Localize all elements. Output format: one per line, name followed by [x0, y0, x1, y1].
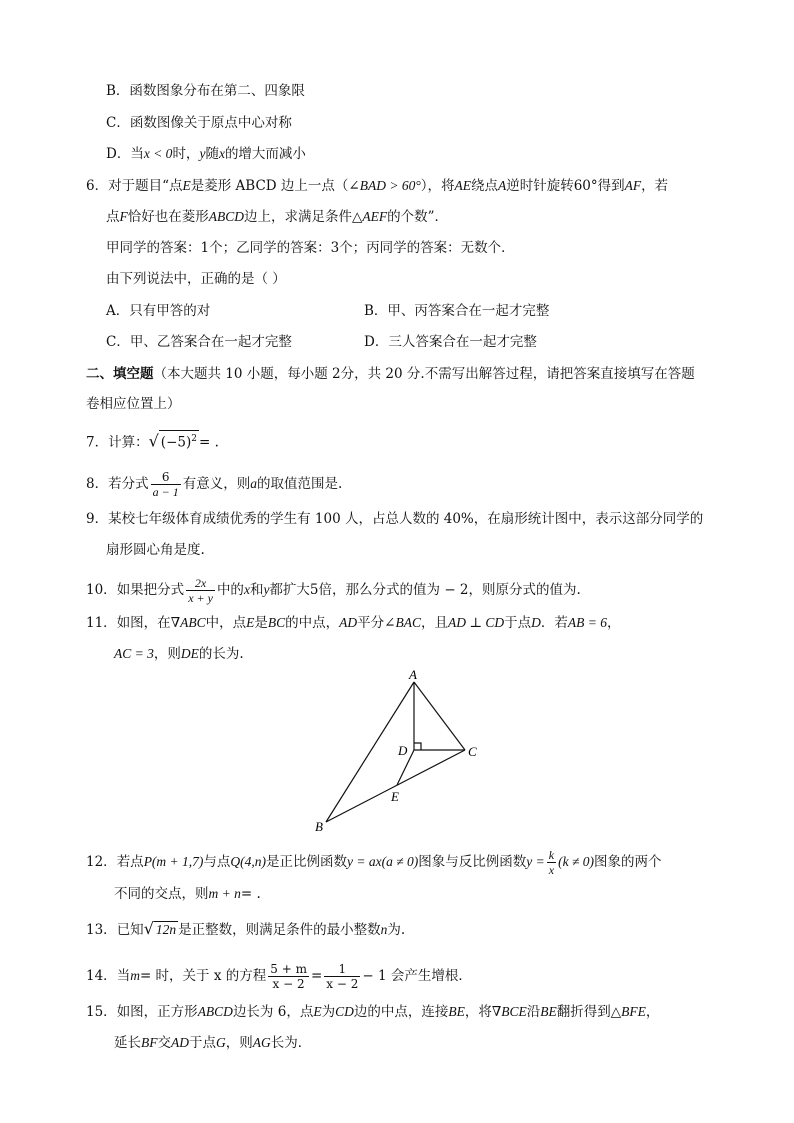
question-7: 7．计算：√ $(-5)^2$ = . — [86, 431, 219, 451]
question-11-line-2: AC = 3，则DE的长为. — [114, 646, 244, 662]
question-14: 14．当m= 时，关于 x 的方程 $\frac{5 + m}{x - 2}$ = $\frac{1}{x - 2}$ − 1 会产生增根． — [86, 962, 472, 991]
right-angle-mark — [414, 743, 421, 750]
section-2-header-cont: 卷相应位置上） — [86, 396, 181, 412]
label-d: D — [398, 743, 408, 758]
section-2-header: 二、填空题（本大题共 10 小题，每小题 2分，共 20 分.不需写出解答过程，请把答案直接填写在答题 — [86, 366, 695, 382]
segment-ac — [414, 682, 465, 750]
label-b: B — [315, 819, 323, 834]
option-5d: D．当x < 0时，y随x的增大而减小 — [106, 146, 306, 162]
option-6c: C．甲、乙答案合在一起才完整 — [106, 334, 292, 350]
triangle-figure — [300, 668, 500, 838]
question-12-line-2: 不同的交点，则m + n= . — [114, 886, 261, 902]
label-e: E — [391, 789, 399, 804]
label-a: A — [409, 668, 417, 682]
question-9-line-1: 9．某校七年级体育成绩优秀的学生有 100 人，占总人数的 40%，在扇形统计图中，表示这部分同学的 — [86, 511, 704, 527]
option-5b: B．函数图象分布在第二、四象限 — [106, 83, 305, 99]
question-12-line-1: 12．若点P(m + 1,7)与点Q(4,n)是正比例函数y = ax(a ≠ 0)图象与反比例函数y = $\frac{k}{x}$ (k ≠ 0)图象的两个 — [86, 848, 662, 877]
option-5c: C．函数图像关于原点中心对称 — [106, 115, 292, 131]
question-6-line-2: 点F恰好也在菱形ABCD边上，求满足条件△AEF的个数”． — [106, 209, 449, 225]
question-6-answers: 甲同学的答案：1个；乙同学的答案：3个；丙同学的答案：无数个． — [106, 240, 515, 256]
option-6b: B．甲、丙答案合在一起才完整 — [364, 303, 550, 319]
question-8: 8．若分式 $\frac{6}{a - 1}$ 有意义，则a的取值范围是. — [86, 470, 343, 499]
question-6-line-1: 6．对于题目“点E是菱形 ABCD 边上一点（∠BAD > 60°），将AE绕点A逆时针旋转60°得到AF，若 — [86, 178, 669, 194]
question-15-line-1: 15．如图，正方形ABCD边长为 6，点E为CD边的中点，连接BE，将∇BCE沿BE翻折得到△BFE， — [86, 1004, 660, 1020]
label-c: C — [468, 744, 477, 759]
question-10: 10．如果把分式 $\frac{2x}{x + y}$ 中的x和y都扩大5倍，那么分式的值为 − 2，则原分式的值为. — [86, 576, 581, 605]
question-6-prompt: 由下列说法中，正确的是（ ） — [106, 271, 286, 287]
option-6d: D．三人答案合在一起才完整 — [364, 334, 537, 350]
question-9-line-2: 扇形圆心角是度. — [106, 542, 205, 558]
question-13: 13．已知√ 12n 是正整数，则满足条件的最小整数n为. — [86, 919, 406, 938]
question-11-line-1: 11．如图，在∇ABC中，点E是BC的中点，AD平分∠BAC，且AD ⊥ CD于点D．若AB = 6， — [86, 615, 621, 631]
segment-bc — [326, 750, 465, 822]
option-6a: A．只有甲答的对 — [106, 303, 211, 319]
question-15-line-2: 延长BF交AD于点G，则AG长为． — [114, 1035, 312, 1051]
